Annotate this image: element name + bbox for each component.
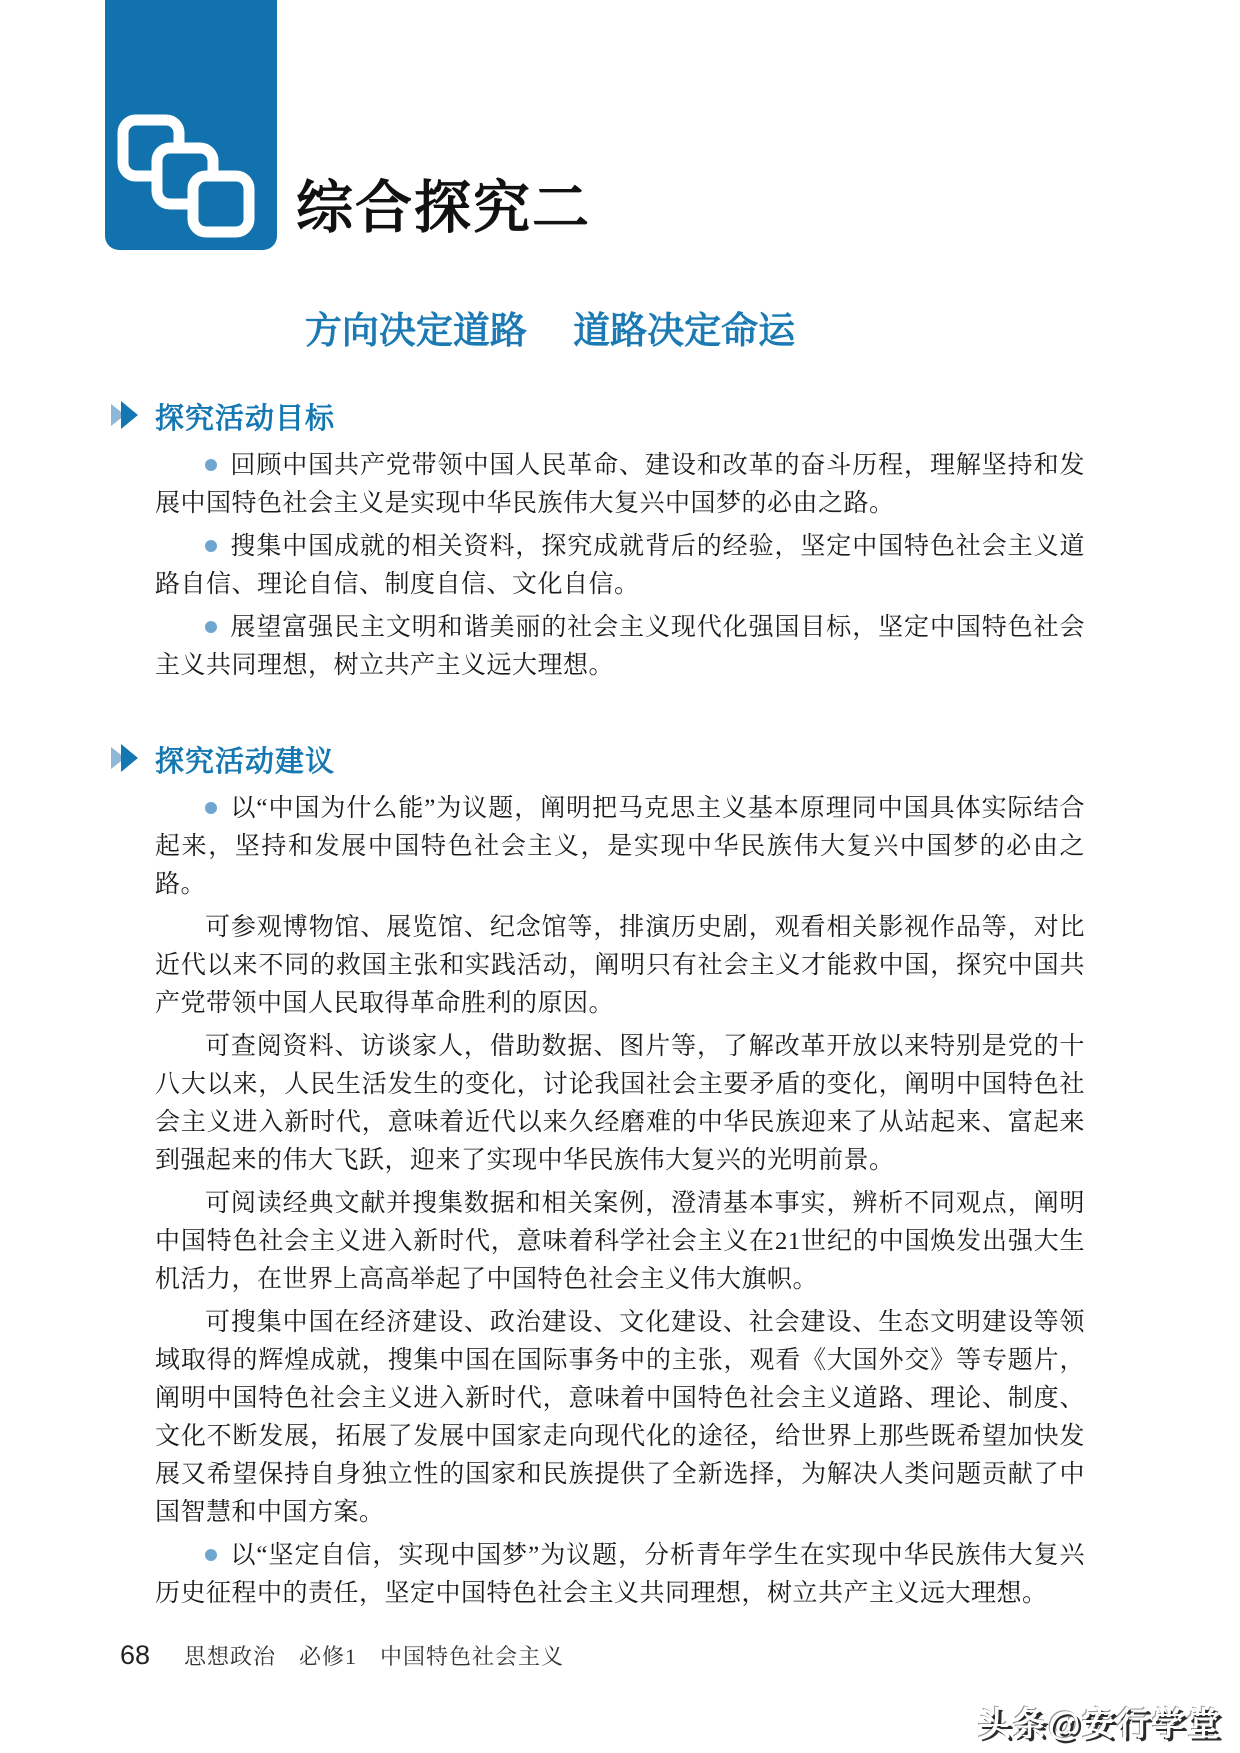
bullet-dot-icon — [205, 621, 217, 633]
paragraph-text: 可查阅资料、访谈家人，借助数据、图片等，了解改革开放以来特别是党的十八大以来，人民生活发生的变化，讨论我国社会主要矛盾的变化，阐明中国特色社会主义进入新时代，意味着近代以来久经磨难的中华民族迎来了从站起来、富起来到强起来的伟大飞跃，迎来了实现中华民族伟大复兴的光明前景。 — [155, 1033, 1085, 1174]
paragraph-text: 可阅读经典文献并搜集数据和相关案例，澄清基本事实，辨析不同观点，阐明中国特色社会主义进入新时代，意味着科学社会主义在21世纪的中国焕发出强大生机活力，在世界上高高举起了中国特色社会主义伟大旗帜。 — [155, 1190, 1085, 1293]
overlapping-squares-icon — [115, 112, 267, 240]
watermark: 头条@安行学堂 — [977, 1705, 1222, 1742]
paragraph-text: 可搜集中国在经济建设、政治建设、文化建设、社会建设、生态文明建设等领域取得的辉煌成就，搜集中国在国际事务中的主张，观看《大国外交》等专题片，阐明中国特色社会主义进入新时代，意味着中国特色社会主义道路、理论、制度、文化不断发展，拓展了发展中国家走向现代化的途径，给世界上那些既希望加快发展又希望保持自身独立性的国家和民族提供了全新选择，为解决人类问题贡献了中国智慧和中国方案。 — [155, 1309, 1085, 1526]
double-arrow-icon — [111, 401, 139, 429]
section-heading-goals — [155, 396, 1085, 437]
page-footer — [120, 1640, 564, 1671]
suggestion-paragraph — [155, 1304, 1085, 1532]
double-arrow-icon — [111, 744, 139, 772]
suggestion-paragraph — [155, 1028, 1085, 1180]
goal-paragraph — [155, 528, 1085, 604]
suggestion-paragraph — [155, 790, 1085, 904]
section-heading-suggestions — [155, 739, 1085, 780]
bullet-dot-icon — [205, 459, 217, 471]
page-content — [155, 392, 1085, 1618]
paragraph-text: 可参观博物馆、展览馆、纪念馆等，排演历史剧，观看相关影视作品等，对比近代以来不同的救国主张和实践活动，阐明只有社会主义才能救中国，探究中国共产党带领中国人民取得革命胜利的原因。 — [155, 914, 1085, 1017]
book-title: 思想政治 必修1 中国特色社会主义 — [184, 1644, 565, 1669]
suggestion-paragraph — [155, 1185, 1085, 1299]
suggestion-paragraph — [155, 909, 1085, 1023]
suggestion-paragraph — [155, 1537, 1085, 1613]
page-number: 68 — [120, 1640, 151, 1670]
section-heading-label: 探究活动建议 — [155, 746, 336, 778]
bullet-dot-icon — [205, 802, 217, 814]
bullet-dot-icon — [205, 1549, 217, 1561]
paragraph-text: 以“坚定自信，实现中国梦”为议题，分析青年学生在实现中华民族伟大复兴历史征程中的责任，坚定中国特色社会主义共同理想，树立共产主义远大理想。 — [155, 1542, 1085, 1607]
section-heading-label: 探究活动目标 — [155, 403, 336, 435]
paragraph-text: 搜集中国成就的相关资料，探究成就背后的经验，坚定中国特色社会主义道路自信、理论自信、制度自信、文化自信。 — [155, 533, 1085, 598]
chapter-title: 综合探究二 — [296, 177, 591, 240]
goal-paragraph — [155, 447, 1085, 523]
bullet-dot-icon — [205, 540, 217, 552]
paragraph-text: 以“中国为什么能”为议题，阐明把马克思主义基本原理同中国具体实际结合起来，坚持和发展中国特色社会主义，是实现中华民族伟大复兴中国梦的必由之路。 — [155, 795, 1085, 898]
paragraph-text: 展望富强民主文明和谐美丽的社会主义现代化强国目标，坚定中国特色社会主义共同理想，树立共产主义远大理想。 — [155, 614, 1085, 679]
goal-paragraph — [155, 609, 1085, 685]
paragraph-text: 回顾中国共产党带领中国人民革命、建设和改革的奋斗历程，理解坚持和发展中国特色社会主义是实现中华民族伟大复兴中国梦的必由之路。 — [155, 452, 1085, 517]
chapter-badge — [105, 0, 277, 250]
lesson-title: 方向决定道路 道路决定命运 — [304, 311, 796, 352]
